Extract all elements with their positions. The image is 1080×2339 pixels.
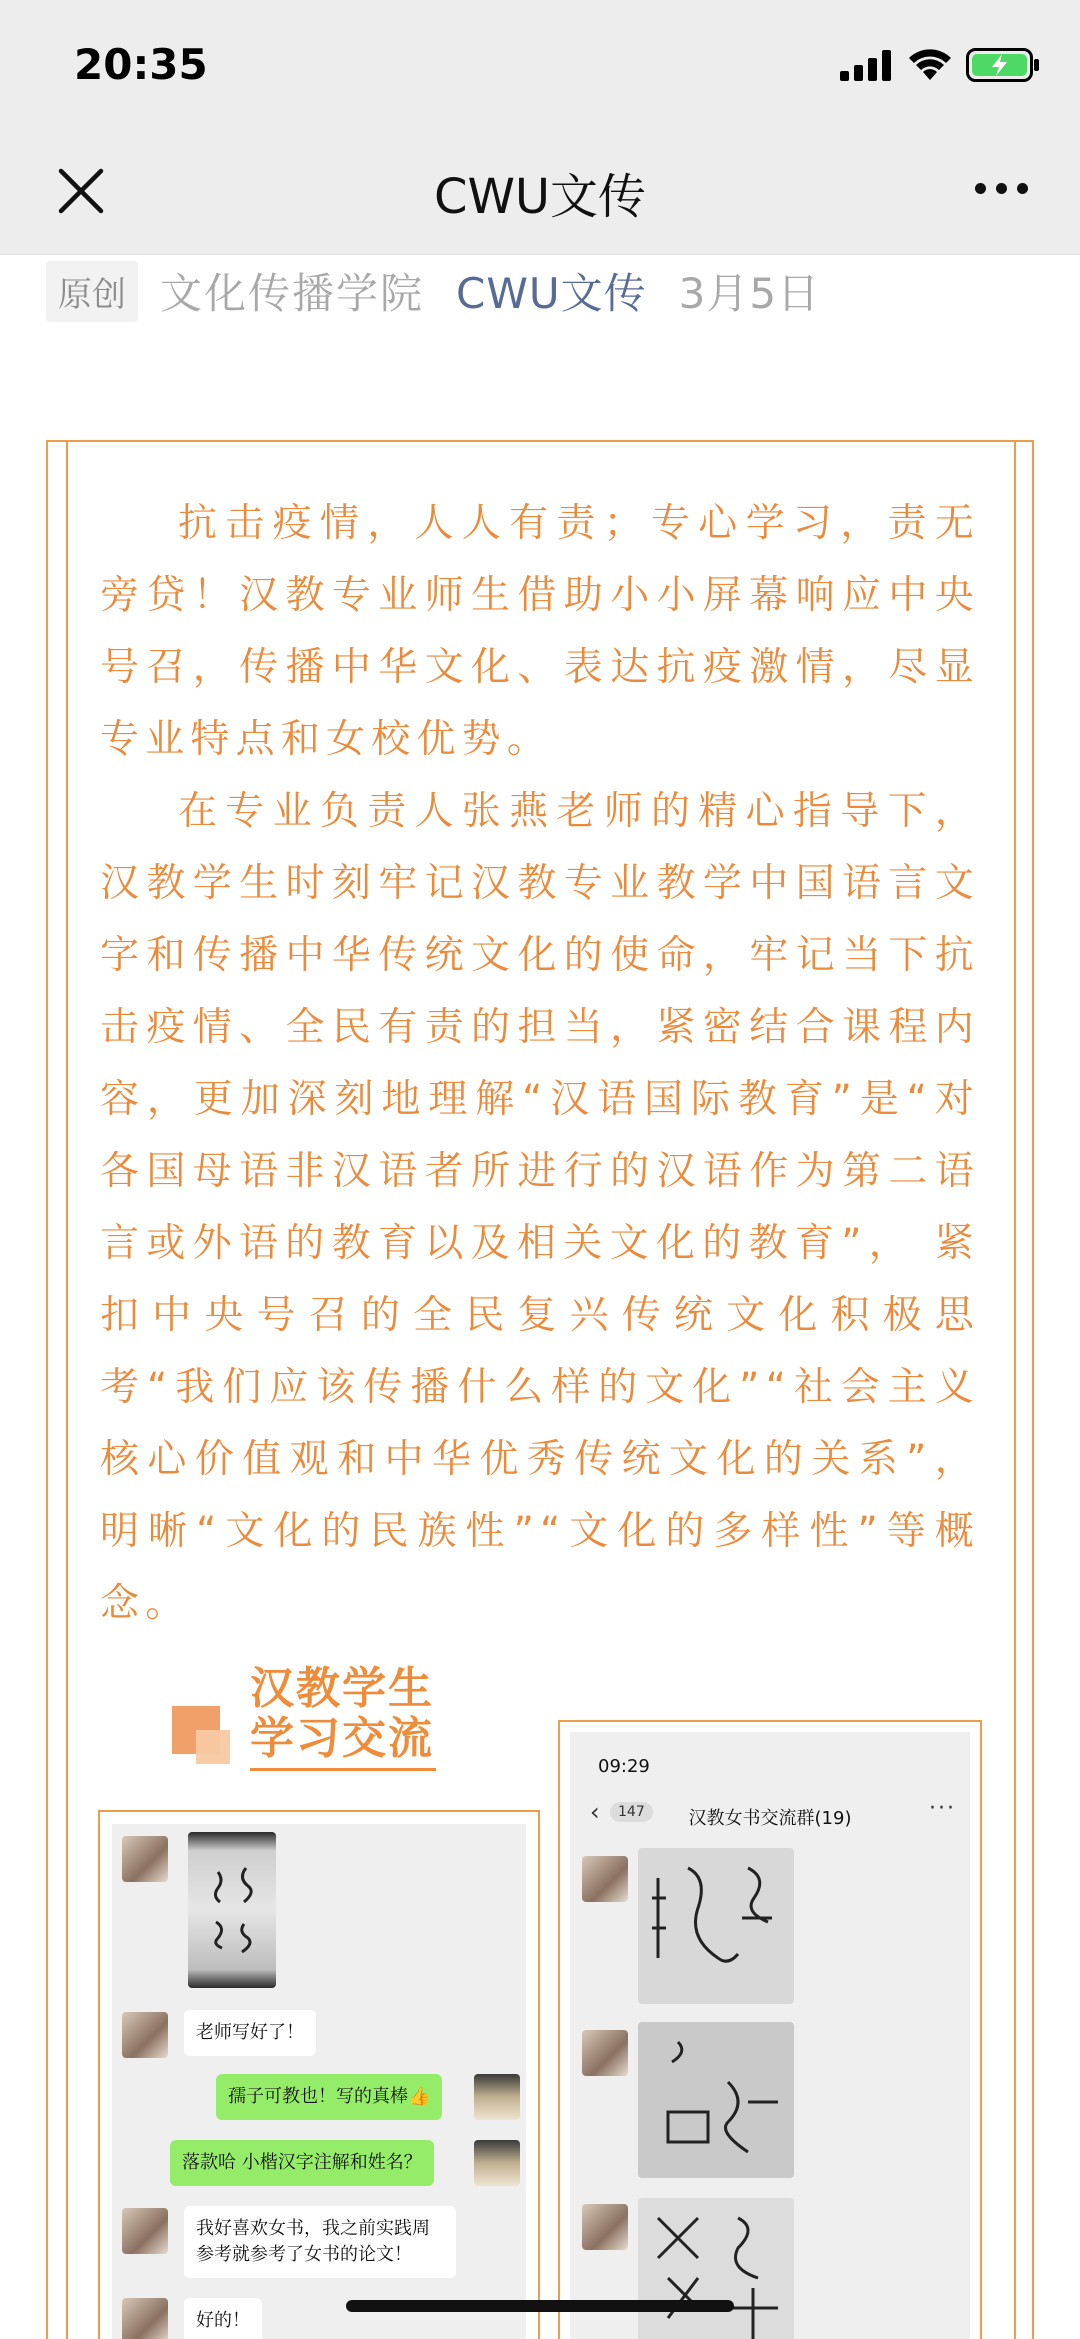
battery-charging-icon bbox=[966, 48, 1040, 82]
account-link[interactable]: CWU文传 bbox=[456, 269, 647, 318]
chat-screenshot-right bbox=[558, 1720, 982, 2339]
chat-message: 我好喜欢女书，我之前实践周参考就参考了女书的论文！ bbox=[184, 2206, 456, 2278]
status-bar bbox=[0, 0, 1080, 130]
avatar bbox=[122, 2298, 168, 2339]
status-time: 20:35 bbox=[74, 40, 208, 89]
avatar bbox=[122, 2012, 168, 2058]
avatar bbox=[474, 2074, 520, 2120]
signal-icon bbox=[840, 49, 894, 81]
section-title bbox=[250, 1664, 434, 1764]
wifi-icon bbox=[908, 48, 952, 82]
unread-count-badge: 147 bbox=[610, 1802, 653, 1822]
status-icons bbox=[840, 48, 1040, 82]
page-title: CWU文传 bbox=[433, 169, 647, 225]
calligraphy-photo[interactable] bbox=[188, 1832, 276, 1988]
article-meta bbox=[46, 263, 820, 319]
publish-date: 3月5日 bbox=[678, 269, 821, 318]
calligraphy-photo[interactable] bbox=[638, 2198, 794, 2339]
calligraphy-photo[interactable] bbox=[638, 2022, 794, 2178]
original-badge: 原创 bbox=[46, 261, 138, 322]
inner-status-time: 09:29 bbox=[598, 1756, 650, 1777]
chat-background bbox=[570, 1732, 970, 2339]
avatar bbox=[122, 2208, 168, 2254]
avatar bbox=[582, 2030, 628, 2076]
calligraphy-strokes-icon bbox=[638, 2198, 794, 2339]
back-chevron-icon: ‹ bbox=[590, 1798, 600, 1826]
chat-message: 孺子可教也！写的真棒👍 bbox=[216, 2074, 442, 2120]
article-paragraph: 抗击疫情，人人有责；专心学习，责无旁贷！汉教专业师生借助小小屏幕响应中央号召，传播中华文化、表达抗疫激情，尽显专业特点和女校优势。 bbox=[100, 501, 980, 762]
avatar bbox=[474, 2140, 520, 2186]
calligraphy-photo[interactable] bbox=[638, 1848, 794, 2004]
section-title-line1: 汉教学生 bbox=[250, 1663, 434, 1714]
calligraphy-strokes-icon bbox=[638, 2022, 794, 2178]
chat-background bbox=[112, 1824, 526, 2339]
more-options-icon: ··· bbox=[929, 1796, 956, 1821]
article-paragraph: 在专业负责人张燕老师的精心指导下，汉教学生时刻牢记汉教专业教学中国语言文字和传播中华传统文化的使命，牢记当下抗击疫情、全民有责的担当，紧密结合课程内容，更加深刻地理解“汉语国际教育”是“对各国母语非汉语者所进行的汉语作为第二语言或外语的教育以及相关文化的教育”， 紧扣中央号召的全民复兴传统文化积极思考“我们应该传播什么样的文化”“社会主义核心价值观和中华优秀传统文化的关系”，明晰“文化的民族性”“文化的多样性”等概念。 bbox=[100, 789, 980, 1626]
calligraphy-strokes-icon bbox=[638, 1848, 794, 2004]
section-underline bbox=[250, 1768, 436, 1771]
article-body bbox=[100, 488, 980, 1640]
nav-bar bbox=[0, 130, 1080, 255]
chat-message: 老师写好了！ bbox=[184, 2010, 316, 2056]
chat-message: 好的！ bbox=[184, 2298, 262, 2339]
chat-message: 落款哈 小楷汉字注解和姓名？ bbox=[170, 2140, 434, 2186]
avatar bbox=[582, 2204, 628, 2250]
calligraphy-strokes-icon bbox=[188, 1832, 276, 1988]
avatar bbox=[582, 1856, 628, 1902]
more-options-icon[interactable] bbox=[975, 183, 1028, 194]
article-author: 文化传播学院 bbox=[160, 269, 425, 318]
section-title-line2: 学习交流 bbox=[250, 1713, 434, 1764]
chat-screenshot-left bbox=[98, 1810, 540, 2339]
avatar bbox=[122, 1836, 168, 1882]
group-chat-title: 汉教女书交流群(19) bbox=[688, 1808, 852, 1829]
section-deco-square-light bbox=[196, 1730, 230, 1764]
home-indicator[interactable] bbox=[346, 2300, 734, 2312]
